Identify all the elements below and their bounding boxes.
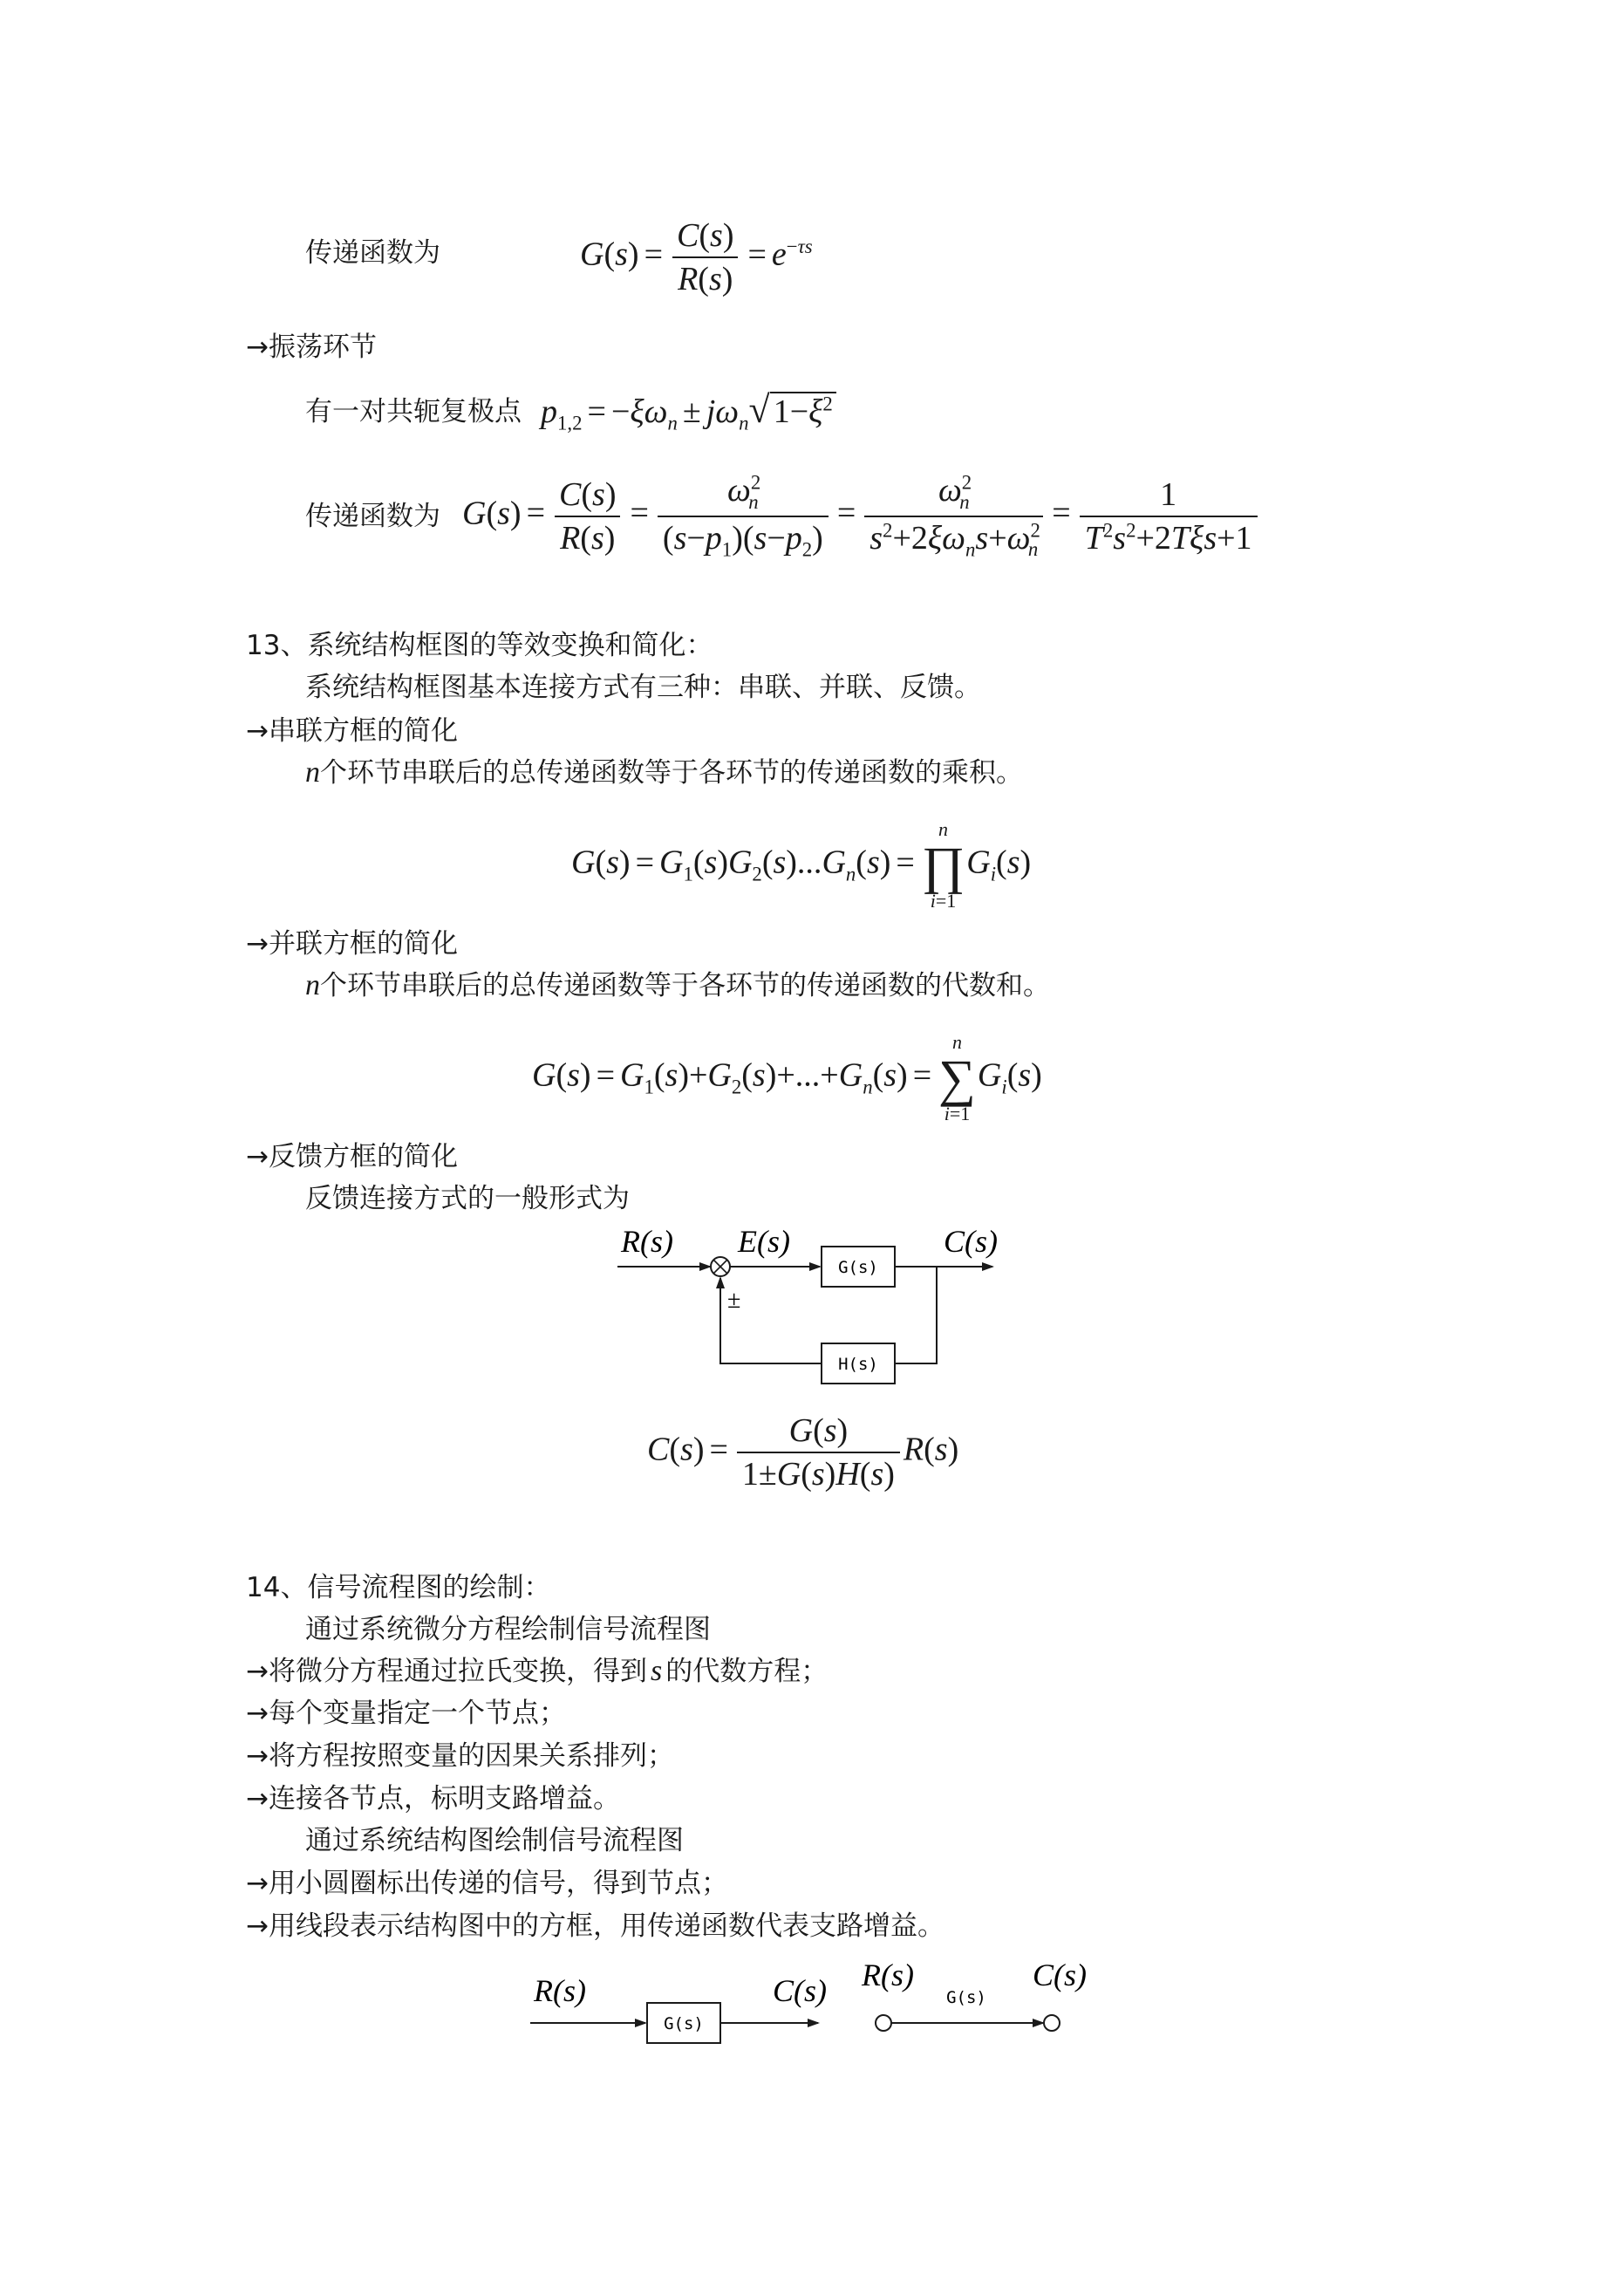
feedback-description: 反馈连接方式的一般形式为 [305, 1183, 630, 1214]
section-14-title: 14、信号流程图的绘制： [246, 1572, 551, 1603]
feedback-heading: →反馈方框的简化 [246, 1141, 458, 1172]
step-1-post: 的代数方程； [665, 1656, 829, 1687]
step-3: →将方程按照变量的因果关系排列； [246, 1740, 674, 1772]
summing-junction-icon [711, 1257, 730, 1276]
block-output-label: C(s) [773, 1973, 827, 2008]
fb-return-right [895, 1267, 937, 1363]
equation-oscillation-tf: G(s) = $\frac{C(s)}{R(s)}$ = $\frac{\omega^2_n}{(s-p_1)(s-p_2)}$ = $\frac{\omega^2_n}{s^2+2\xi\omega_ns+\omega^2_n}$ = $\frac{1}{T^2s^2+2T\xi s+1}$ [462, 471, 1261, 561]
step-5: →用小圆圈标出传递的信号，得到节点； [246, 1868, 728, 1899]
flow-input-node [876, 2015, 891, 2031]
fb-input-label: R(s) [621, 1224, 673, 1259]
block-to-flow-diagram [523, 1954, 1099, 2067]
series-desc-text: 个环节串联后的总传递函数等于各环节的传递函数的乘积。 [320, 757, 1023, 789]
step-1-pre: →将微分方程通过拉氏变换，得到 [246, 1656, 647, 1687]
step-2: →每个变量指定一个节点； [246, 1698, 566, 1729]
fb-error-label: E(s) [738, 1224, 790, 1259]
block-input-label: R(s) [534, 1973, 586, 2008]
flow-input-label: R(s) [862, 1958, 914, 1992]
step-1-var: s [650, 1655, 663, 1687]
series-block-label: G(s) [664, 2014, 704, 2033]
fb-sign-label: ± [727, 1287, 741, 1314]
forward-block-label: G(s) [838, 1258, 878, 1277]
flow-branch-gain: G(s) [946, 1988, 986, 2007]
step-6: →用线段表示结构图中的方框，用传递函数代表支路增益。 [246, 1910, 944, 1942]
equation-feedback: C(s) = $\frac{G(s)}{1\pm G(s)H(s)}$ R(s) [647, 1412, 959, 1493]
section-14-sub2: 通过系统结构图绘制信号流程图 [305, 1825, 684, 1856]
flow-output-node [1044, 2015, 1060, 2031]
series-description [305, 755, 1023, 790]
step-1 [246, 1654, 828, 1689]
series-desc-var: n [305, 756, 320, 789]
tf-label-oscillation: 传递函数为 [305, 501, 440, 532]
section-13-title: 13、系统结构框图的等效变换和简化： [246, 630, 713, 661]
fb-output-label: C(s) [944, 1224, 998, 1259]
equation-series: $G(s) = G_1(s)G_2(s)...G_n(s)$ = n ∏ i=1 $G_i(s)$ [571, 818, 1032, 912]
equation-delay-tf: G(s) = $\frac{C(s)}{R(s)}$ = $e^{-\tau s}$ [580, 217, 813, 297]
parallel-description [305, 968, 1050, 1003]
equation-conjugate-poles: $p_{1,2} = -\xi\omega_n \pm j\omega_n√$ $1-\xi^2$ [541, 387, 836, 435]
parallel-desc-text: 个环节串联后的总传递函数等于各环节的传递函数的代数和。 [320, 970, 1050, 1001]
section-14-sub1: 通过系统微分方程绘制信号流程图 [305, 1614, 711, 1645]
equation-parallel: $G(s) = G_1(s)+G_2(s)+...+G_n(s)$ = n ∑ i=1 $G_i(s)$ [532, 1031, 1042, 1124]
series-heading: →串联方框的简化 [246, 715, 458, 747]
feedback-block-diagram [610, 1217, 1029, 1391]
feedback-block-label: H(s) [838, 1355, 878, 1374]
parallel-heading: →并联方框的简化 [246, 928, 458, 960]
tf-label-delay: 传递函数为 [305, 237, 440, 269]
parallel-desc-var: n [305, 969, 320, 1001]
oscillation-heading: →振荡环节 [246, 331, 377, 363]
conjugate-poles-text: 有一对共轭复极点 [305, 396, 522, 427]
flow-output-label: C(s) [1033, 1958, 1087, 1992]
step-4: →连接各节点，标明支路增益。 [246, 1783, 620, 1814]
section-13-intro: 系统结构框图基本连接方式有三种：串联、并联、反馈。 [305, 672, 981, 703]
